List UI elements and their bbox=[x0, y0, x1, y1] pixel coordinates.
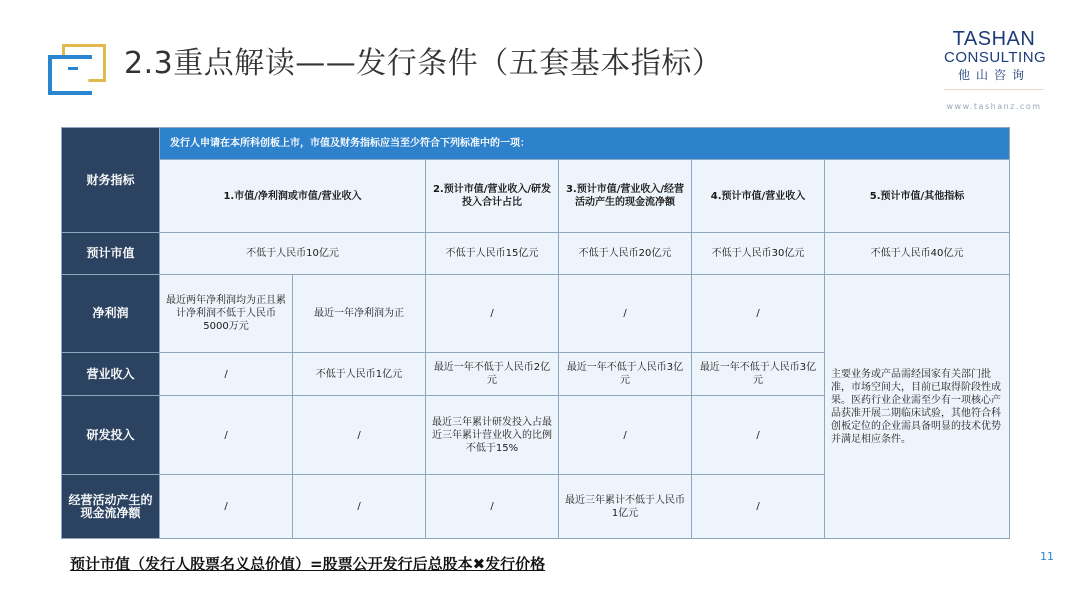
standard-1-header: 1.市值/净利润或市值/营业收入 bbox=[160, 160, 426, 233]
cell-rev-s1b: 不低于人民币1亿元 bbox=[293, 353, 426, 396]
logo-deco-bar bbox=[68, 67, 78, 70]
row-label-cashflow: 经营活动产生的现金流净额 bbox=[62, 475, 160, 539]
cell-mv-s4: 不低于人民币30亿元 bbox=[692, 233, 825, 275]
page-title: 2.3重点解读——发行条件（五套基本指标） bbox=[124, 46, 723, 81]
brand-divider bbox=[944, 89, 1044, 90]
cell-cf-s1b: / bbox=[293, 475, 426, 539]
cell-cf-s4: / bbox=[692, 475, 825, 539]
table-banner: 发行人申请在本所科创板上市，市值及财务指标应当至少符合下列标准中的一项： bbox=[160, 128, 1010, 160]
cell-rnd-s2: 最近三年累计研发投入占最近三年累计营业收入的比例不低于15% bbox=[426, 396, 559, 475]
cell-mv-s1: 不低于人民币10亿元 bbox=[160, 233, 426, 275]
cell-cf-s1a: / bbox=[160, 475, 293, 539]
market-value-formula: 预计市值（发行人股票名义总价值）=股票公开发行后总股本✖发行价格 bbox=[70, 555, 546, 573]
cell-mv-s5: 不低于人民币40亿元 bbox=[825, 233, 1010, 275]
cell-rev-s3: 最近一年不低于人民币3亿元 bbox=[559, 353, 692, 396]
row-market-value bbox=[62, 233, 1010, 275]
cell-np-s4: / bbox=[692, 275, 825, 353]
standard-5-header: 5.预计市值/其他指标 bbox=[825, 160, 1010, 233]
cell-rnd-s4: / bbox=[692, 396, 825, 475]
cell-cf-s2: / bbox=[426, 475, 559, 539]
standards-header-row bbox=[62, 160, 1010, 233]
cell-np-s2: / bbox=[426, 275, 559, 353]
row-label-market-value: 预计市值 bbox=[62, 233, 160, 275]
brand-url: www.tashanz.com bbox=[946, 102, 1042, 111]
cell-np-s1a: 最近两年净利润均为正且累计净利润不低于人民币5000万元 bbox=[160, 275, 293, 353]
row-label-revenue: 营业收入 bbox=[62, 353, 160, 396]
table-banner-row bbox=[62, 128, 1010, 160]
standard-2-header: 2.预计市值/营业收入/研发投入合计占比 bbox=[426, 160, 559, 233]
row-label-net-profit: 净利润 bbox=[62, 275, 160, 353]
cell-np-s3: / bbox=[559, 275, 692, 353]
brand-logo bbox=[944, 28, 1047, 111]
row-label-rnd: 研发投入 bbox=[62, 396, 160, 475]
cell-mv-s3: 不低于人民币20亿元 bbox=[559, 233, 692, 275]
cell-other-criteria: 主要业务或产品需经国家有关部门批准，市场空间大，目前已取得阶段性成果。医药行业企业需至少有一项核心产品获准开展二期临床试验，其他符合科创板定位的企业需具备明显的技术优势并满足相应条件。 bbox=[825, 275, 1010, 539]
cell-mv-s2: 不低于人民币15亿元 bbox=[426, 233, 559, 275]
cell-rnd-s1b: / bbox=[293, 396, 426, 475]
cell-rev-s1a: / bbox=[160, 353, 293, 396]
page-number: 11 bbox=[1040, 550, 1054, 563]
cell-rnd-s3: / bbox=[559, 396, 692, 475]
brand-name-cn: 他山咨询 bbox=[957, 68, 1030, 82]
logo-deco-blue bbox=[48, 55, 92, 95]
criteria-table bbox=[61, 127, 1010, 539]
row-net-profit bbox=[62, 275, 1010, 353]
standard-3-header: 3.预计市值/营业收入/经营活动产生的现金流净额 bbox=[559, 160, 692, 233]
cell-rnd-s1a: / bbox=[160, 396, 293, 475]
cell-np-s1b: 最近一年净利润为正 bbox=[293, 275, 426, 353]
corner-header: 财务指标 bbox=[62, 128, 160, 233]
brand-name-en: TASHAN bbox=[952, 28, 1036, 50]
brand-subname-en: CONSULTING bbox=[944, 49, 1047, 66]
standard-4-header: 4.预计市值/营业收入 bbox=[692, 160, 825, 233]
cell-rev-s2: 最近一年不低于人民币2亿元 bbox=[426, 353, 559, 396]
cell-cf-s3: 最近三年累计不低于人民币1亿元 bbox=[559, 475, 692, 539]
cell-rev-s4: 最近一年不低于人民币3亿元 bbox=[692, 353, 825, 396]
